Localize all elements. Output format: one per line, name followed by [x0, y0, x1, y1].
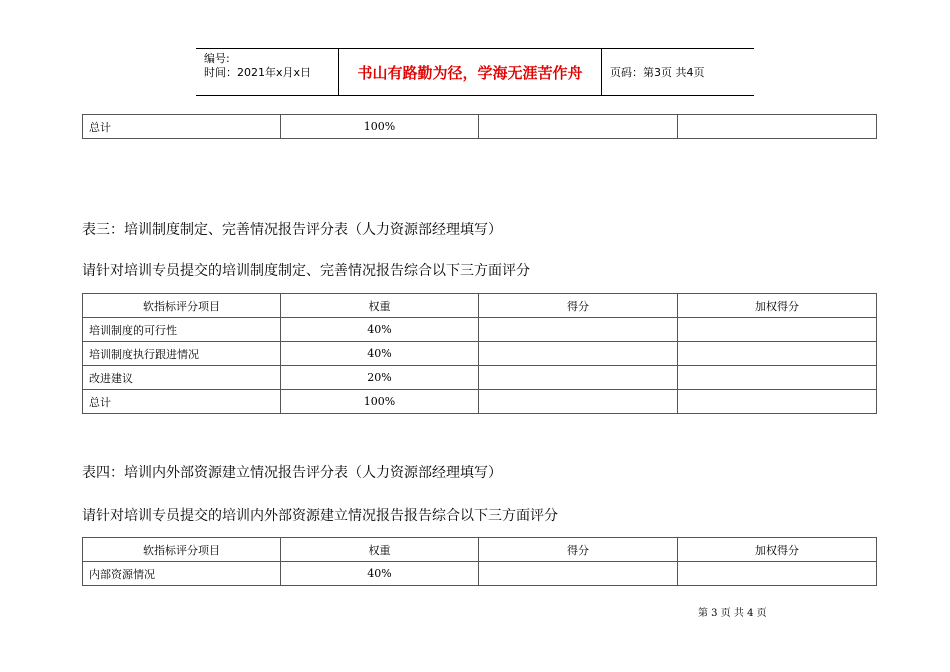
cell-score [479, 318, 678, 342]
cell-score [479, 342, 678, 366]
cell-score [479, 115, 678, 139]
cell-weight: 40% [281, 562, 479, 586]
cell-weight: 100% [281, 115, 479, 139]
cell-weighted [678, 115, 877, 139]
cell-item: 内部资源情况 [83, 562, 281, 586]
footer-page-number: 第 3 页 共 4 页 [698, 608, 767, 619]
header-item: 软指标评分项目 [83, 538, 281, 562]
cell-weighted [678, 318, 877, 342]
cell-weighted [678, 562, 877, 586]
section3-instruction: 请针对培训专员提交的培训制度制定、完善情况报告综合以下三方面评分 [82, 263, 530, 279]
cell-weight: 100% [281, 390, 479, 414]
cell-score [479, 390, 678, 414]
header-score: 得分 [479, 538, 678, 562]
header-weighted: 加权得分 [678, 538, 877, 562]
section4-instruction: 请针对培训专员提交的培训内外部资源建立情况报告报告综合以下三方面评分 [82, 508, 558, 524]
cell-weight: 40% [281, 342, 479, 366]
table-row [83, 342, 877, 366]
header-motto: 书山有路勤为径，学海无涯苦作舟 [339, 49, 602, 95]
page-header [196, 48, 754, 96]
table-header-row [83, 538, 877, 562]
table-section3 [82, 293, 877, 414]
header-weight: 权重 [281, 294, 479, 318]
cell-item: 总计 [83, 390, 281, 414]
cell-weight: 20% [281, 366, 479, 390]
header-page-label: 页码：第3页 共4页 [610, 66, 705, 79]
header-item: 软指标评分项目 [83, 294, 281, 318]
cell-weighted [678, 390, 877, 414]
cell-score [479, 562, 678, 586]
table-row [83, 318, 877, 342]
cell-weighted [678, 342, 877, 366]
header-weight: 权重 [281, 538, 479, 562]
header-weighted: 加权得分 [678, 294, 877, 318]
section4-title: 表四：培训内外部资源建立情况报告评分表（人力资源部经理填写） [82, 465, 502, 481]
section3-title: 表三：培训制度制定、完善情况报告评分表（人力资源部经理填写） [82, 222, 502, 238]
cell-weighted [678, 366, 877, 390]
table-section4 [82, 537, 877, 586]
cell-item: 培训制度执行跟进情况 [83, 342, 281, 366]
cell-score [479, 366, 678, 390]
header-meta [196, 49, 339, 95]
cell-item: 改进建议 [83, 366, 281, 390]
table-row [83, 390, 877, 414]
table-row [83, 115, 877, 139]
table-header-row [83, 294, 877, 318]
number-label: 编号: [204, 52, 230, 65]
table-top [82, 114, 877, 139]
header-score: 得分 [479, 294, 678, 318]
cell-item: 培训制度的可行性 [83, 318, 281, 342]
table-row [83, 366, 877, 390]
cell-weight: 40% [281, 318, 479, 342]
table-row [83, 562, 877, 586]
cell-item: 总计 [83, 115, 281, 139]
time-label: 时间：2021年x月x日 [204, 66, 312, 79]
